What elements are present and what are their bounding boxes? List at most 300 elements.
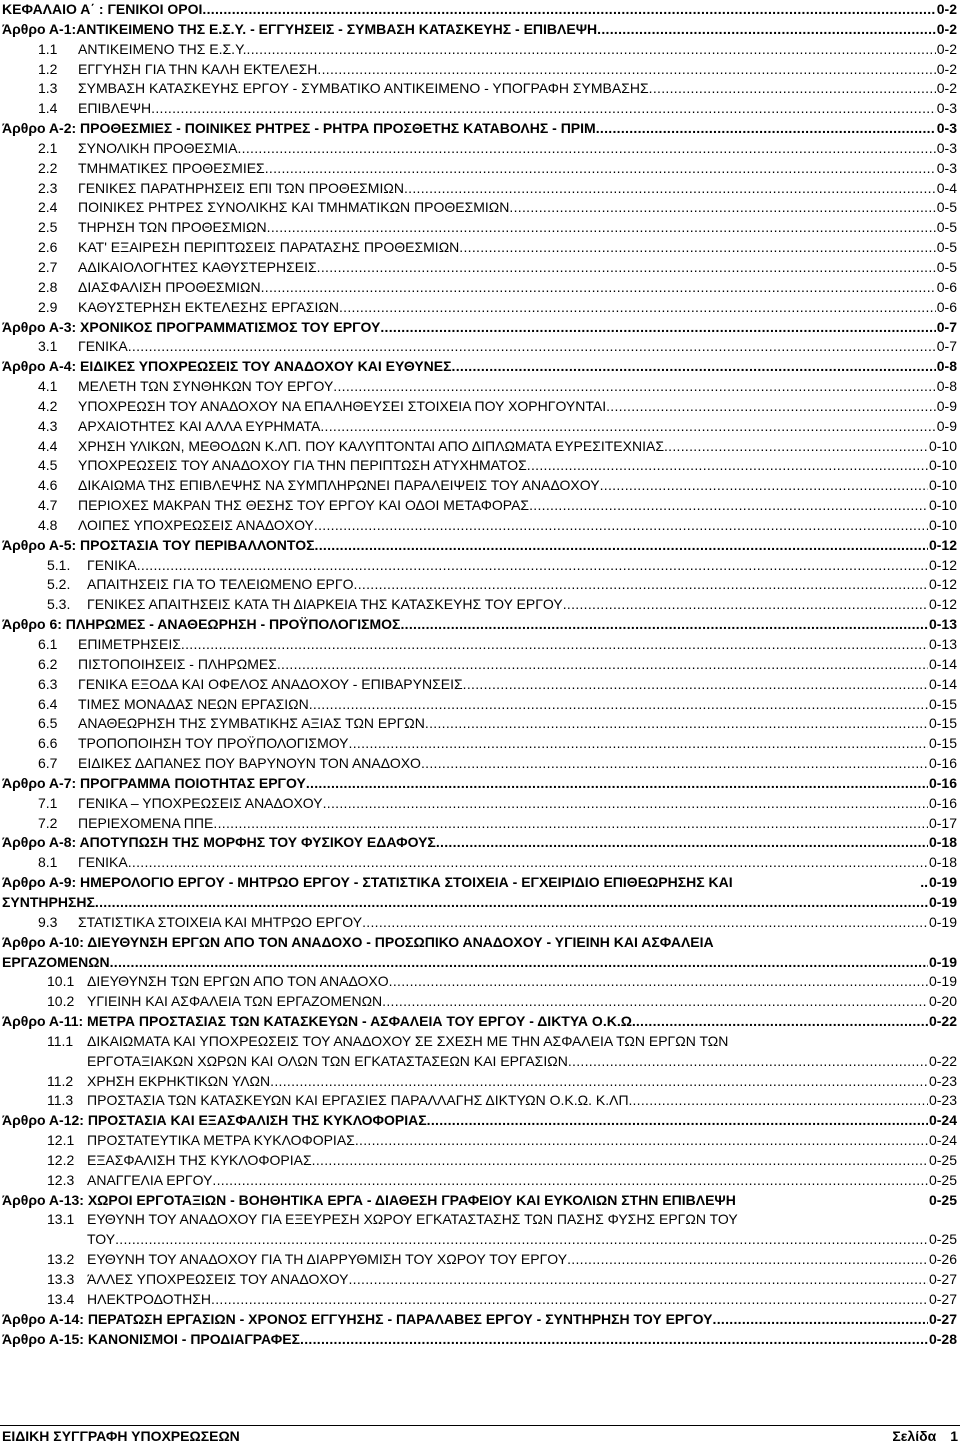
dot-leader bbox=[95, 893, 928, 913]
toc-section-entry[interactable] bbox=[2, 99, 957, 119]
toc-entry-title: ΧΡΗΣΗ ΥΛΙΚΩΝ, ΜΕΘΟΔΩΝ Κ.ΛΠ. ΠΟΥ ΚΑΛΥΠΤΟΝΤΑΙ ΑΠΟ ΔΙΠΛΩΜΑΤΑ ΕΥΡΕΣΙΤΕΧΝΙΑΣ bbox=[78, 437, 664, 454]
toc-section-entry[interactable] bbox=[2, 595, 957, 615]
toc-article-entry[interactable] bbox=[2, 933, 957, 953]
toc-entry-title: ΚΕΦΑΛΑΙΟ Α΄ : ΓΕΝΙΚΟΙ ΟΡΟΙ bbox=[2, 1, 203, 17]
toc-section-number: 2.9 bbox=[38, 298, 58, 315]
toc-entry-title: ΑΝΑΓΓΕΛΙΑ ΕΡΓΟΥ bbox=[87, 1171, 213, 1188]
toc-entry-title: Άρθρο Α-4: ΕΙΔΙΚΕΣ ΥΠΟΧΡΕΩΣΕΙΣ ΤΟΥ ΑΝΑΔΟΧΟΥ ΚΑΙ ΕΥΘΥΝΕΣ bbox=[2, 358, 452, 375]
dot-leader bbox=[380, 318, 935, 338]
toc-section-number: 11.2 bbox=[47, 1072, 74, 1089]
toc-page-number: 0-24 bbox=[928, 1132, 957, 1149]
dot-leader bbox=[606, 397, 936, 417]
toc-entry-title: ΑΡΧΑΙΟΤΗΤΕΣ ΚΑΙ ΑΛΛΑ ΕΥΡΗΜΑΤΑ bbox=[78, 417, 321, 434]
toc-page-number: 0-22 bbox=[928, 1013, 957, 1030]
toc-section-number: 5.3. bbox=[47, 596, 71, 613]
toc-entry-title: ΓΕΝΙΚΑ bbox=[78, 854, 128, 871]
toc-section-number: 7.1 bbox=[38, 794, 58, 811]
dot-leader bbox=[649, 79, 936, 99]
dot-leader bbox=[115, 1230, 928, 1250]
toc-section-entry[interactable] bbox=[2, 1052, 957, 1072]
dot-leader bbox=[211, 1290, 928, 1310]
toc-page-number: 0-3 bbox=[936, 100, 957, 117]
dot-leader bbox=[400, 615, 928, 635]
toc-article-entry[interactable] bbox=[2, 615, 957, 635]
toc-article-entry[interactable] bbox=[2, 0, 957, 20]
toc-entry-title: ΕΙΔΙΚΕΣ ΔΑΠΑΝΕΣ ΠΟΥ ΒΑΡΥΝΟΥΝ ΤΟΝ ΑΝΑΔΟΧΟ bbox=[78, 755, 421, 772]
toc-section-number: 2.8 bbox=[38, 278, 58, 295]
toc-entry-title: ΠΟΙΝΙΚΕΣ ΡΗΤΡΕΣ ΣΥΝΟΛΙΚΗΣ ΚΑΙ ΤΜΗΜΑΤΙΚΩΝ ΠΡΟΘΕΣΜΙΩΝ bbox=[78, 199, 510, 216]
toc-section-number: 11.3 bbox=[47, 1092, 74, 1109]
dot-leader bbox=[529, 496, 928, 516]
toc-section-number: 2.7 bbox=[38, 258, 58, 275]
toc-entry-title: ΤΙΜΕΣ ΜΟΝΑΔΑΣ ΝΕΩΝ ΕΡΓΑΣΙΩΝ bbox=[78, 695, 309, 712]
toc-entry-title: ΥΓΙΕΙΝΗ ΚΑΙ ΑΣΦΑΛΕΙΑ ΤΩΝ ΕΡΓΑΖΟΜΕΝΩΝ bbox=[87, 993, 383, 1010]
toc-entry-title: ΓΕΝΙΚΕΣ ΠΑΡΑΤΗΡΗΣΕΙΣ ΕΠΙ ΤΩΝ ΠΡΟΘΕΣΜΙΩΝ bbox=[78, 179, 404, 196]
dot-leader bbox=[597, 20, 936, 40]
toc-section-number: 2.1 bbox=[38, 139, 58, 156]
dot-leader bbox=[509, 198, 935, 218]
toc-section-entry[interactable] bbox=[2, 238, 957, 258]
toc-page-number: 0-12 bbox=[928, 556, 957, 573]
toc-page-number: 0-19 bbox=[928, 913, 957, 930]
dot-leader bbox=[427, 1111, 928, 1131]
toc-article-entry[interactable] bbox=[2, 953, 957, 973]
dot-leader bbox=[237, 139, 935, 159]
toc-entry-title: Άρθρο Α-15: ΚΑΝΟΝΙΣΜΟΙ - ΠΡΟΔΙΑΓΡΑΦΕΣ bbox=[2, 1330, 301, 1347]
toc-section-number: 5.2. bbox=[47, 576, 71, 593]
toc-page-number: 0-28 bbox=[928, 1330, 957, 1347]
toc-page-number: 0-22 bbox=[928, 1052, 957, 1069]
toc-section-number: 6.6 bbox=[38, 735, 58, 752]
toc-section-entry[interactable] bbox=[2, 179, 957, 199]
toc-section-entry[interactable] bbox=[2, 1290, 957, 1310]
toc-page-number: 0-19 bbox=[928, 874, 957, 891]
toc-section-number: 11.1 bbox=[47, 1032, 74, 1049]
toc-section-entry[interactable] bbox=[2, 337, 957, 357]
table-of-contents bbox=[2, 0, 957, 1349]
dot-leader bbox=[213, 814, 928, 834]
toc-entry-title: ΑΝΤΙΚΕΙΜΕΝΟ ΤΗΣ Ε.Σ.Υ. bbox=[78, 40, 247, 57]
toc-section-number: 10.2 bbox=[47, 993, 75, 1010]
toc-article-entry[interactable] bbox=[2, 774, 957, 794]
toc-section-number: 4.2 bbox=[38, 397, 58, 414]
toc-section-number: 4.3 bbox=[38, 417, 58, 434]
toc-article-entry[interactable] bbox=[2, 1191, 957, 1211]
toc-page-number: 0-14 bbox=[928, 675, 957, 692]
toc-section-number: 6.5 bbox=[38, 715, 58, 732]
toc-section-number: 6.2 bbox=[38, 655, 58, 672]
toc-page-number: 0-10 bbox=[928, 497, 957, 514]
toc-section-entry[interactable] bbox=[2, 397, 957, 417]
dot-leader bbox=[306, 774, 928, 794]
toc-page-number: 0-10 bbox=[928, 457, 957, 474]
toc-section-number: 13.4 bbox=[47, 1290, 75, 1307]
toc-entry-title: ΚΑΘΥΣΤΕΡΗΣΗ ΕΚΤΕΛΕΣΗΣ ΕΡΓΑΣΙΩΝ bbox=[78, 298, 339, 315]
toc-entry-title: ΣΥΜΒΑΣΗ ΚΑΤΑΣΚΕΥΗΣ ΕΡΓΟΥ - ΣΥΜΒΑΤΙΚΟ ΑΝΤΙΚΕΙΜΕΝΟ - ΥΠΟΓΡΑΦΗ ΣΥΜΒΑΣΗΣ bbox=[78, 80, 649, 97]
dot-leader: .. bbox=[920, 874, 928, 891]
toc-page-number: 0-4 bbox=[936, 179, 957, 196]
toc-entry-title: Άρθρο Α-12: ΠΡΟΣΤΑΣΙΑ ΚΑΙ ΕΞΑΣΦΑΛΙΣΗ ΤΗΣ ΚΥΚΛΟΦΟΡΙΑΣ bbox=[2, 1112, 427, 1129]
toc-page-number: 0-17 bbox=[928, 814, 957, 831]
dot-leader bbox=[362, 913, 928, 933]
toc-section-number: 6.4 bbox=[38, 695, 58, 712]
dot-leader bbox=[339, 298, 936, 318]
dot-leader bbox=[664, 437, 928, 457]
toc-section-entry[interactable] bbox=[2, 1171, 957, 1191]
dot-leader bbox=[389, 972, 928, 992]
dot-leader bbox=[349, 734, 928, 754]
toc-section-entry[interactable] bbox=[2, 1072, 957, 1092]
toc-section-entry[interactable] bbox=[2, 377, 957, 397]
toc-article-entry[interactable] bbox=[2, 1111, 957, 1131]
toc-entry-title: ΠΡΟΣΤΑΣΙΑ ΤΩΝ ΚΑΤΑΣΚΕΥΩΝ ΚΑΙ ΕΡΓΑΣΙΕΣ ΠΑΡΑΛΛΑΓΗΣ ΔΙΚΤΥΩΝ Ο.Κ.Ω. Κ.ΛΠ. bbox=[87, 1092, 633, 1109]
toc-section-number: 2.4 bbox=[38, 199, 58, 216]
toc-section-number: 6.7 bbox=[38, 755, 58, 772]
toc-section-entry[interactable] bbox=[2, 437, 957, 457]
toc-page-number: 0-27 bbox=[928, 1310, 957, 1327]
toc-section-entry[interactable] bbox=[2, 655, 957, 675]
toc-section-entry[interactable] bbox=[2, 635, 957, 655]
toc-section-number: 8.1 bbox=[38, 854, 58, 871]
toc-section-entry[interactable] bbox=[2, 79, 957, 99]
toc-section-number: 4.1 bbox=[38, 378, 58, 395]
toc-entry-title: ΕΥΘΥΝΗ ΤΟΥ ΑΝΑΔΟΧΟΥ ΓΙΑ ΕΞΕΥΡΕΣΗ ΧΩΡΟΥ ΕΓΚΑΤΑΣΤΑΣΗΣ ΤΩΝ ΠΑΣΗΣ ΦΥΣΗΣ ΕΡΓΩΝ ΤΟΥ bbox=[87, 1211, 738, 1228]
dot-leader bbox=[314, 516, 928, 536]
toc-page-number: 0-23 bbox=[928, 1072, 957, 1089]
toc-section-entry[interactable] bbox=[2, 992, 957, 1012]
toc-section-entry[interactable] bbox=[2, 1151, 957, 1171]
toc-entry-title: ΤΟΥ bbox=[87, 1231, 116, 1248]
toc-section-entry[interactable] bbox=[2, 734, 957, 754]
toc-page-number: 0-12 bbox=[928, 536, 957, 553]
toc-entry-title: ΕΥΘΥΝΗ ΤΟΥ ΑΝΑΔΟΧΟΥ ΓΙΑ ΤΗ ΔΙΑΡΡΥΘΜΙΣΗ ΤΟΥ ΧΩΡΟΥ ΤΟΥ ΕΡΓΟΥ bbox=[87, 1251, 568, 1268]
toc-section-number: 13.3 bbox=[47, 1271, 75, 1287]
toc-section-number: 1.4 bbox=[38, 100, 58, 117]
toc-entry-title: ΑΔΙΚΑΙΟΛΟΓΗΤΕΣ ΚΑΘΥΣΤΕΡΗΣΕΙΣ bbox=[78, 258, 317, 275]
dot-leader bbox=[348, 1270, 928, 1290]
toc-page-number: 0-10 bbox=[928, 516, 957, 533]
toc-page-number: 0-10 bbox=[928, 477, 957, 494]
dot-leader bbox=[277, 655, 928, 675]
toc-page-number: 0-12 bbox=[928, 596, 957, 613]
footer-page-number: 1 bbox=[950, 1428, 958, 1444]
dot-leader bbox=[333, 377, 935, 397]
toc-page-number: 0-3 bbox=[936, 120, 957, 137]
toc-section-number: 4.7 bbox=[38, 497, 58, 514]
dot-leader bbox=[527, 456, 928, 476]
dot-leader bbox=[267, 218, 936, 238]
toc-entry-title: Άρθρο Α-3: ΧΡΟΝΙΚΟΣ ΠΡΟΓΡΑΜΜΑΤΙΣΜΟΣ ΤΟΥ ΕΡΓΟΥ bbox=[2, 318, 381, 335]
toc-page-number: 0-7 bbox=[936, 338, 957, 355]
toc-section-number: 6.3 bbox=[38, 675, 58, 692]
toc-entry-title: ΚΑΤ' ΕΞΑΙΡΕΣΗ ΠΕΡΙΠΤΩΣΕΙΣ ΠΑΡΑΤΑΣΗΣ ΠΡΟΘΕΣΜΙΩΝ bbox=[78, 239, 460, 256]
toc-section-entry[interactable] bbox=[2, 1210, 957, 1230]
toc-page-number: 0-3 bbox=[936, 159, 957, 176]
toc-page-number: 0-27 bbox=[928, 1271, 957, 1287]
toc-page-number: 0-5 bbox=[936, 258, 957, 275]
toc-page-number: 0-16 bbox=[928, 794, 957, 811]
toc-section-entry[interactable] bbox=[2, 972, 957, 992]
toc-page-number: 0-25 bbox=[928, 1151, 957, 1168]
toc-section-entry[interactable] bbox=[2, 417, 957, 437]
toc-section-number: 13.2 bbox=[47, 1251, 75, 1268]
dot-leader bbox=[463, 675, 928, 695]
toc-section-number: 3.1 bbox=[38, 338, 58, 355]
toc-entry-title: ΑΝΑΘΕΩΡΗΣΗ ΤΗΣ ΣΥΜΒΑΤΙΚΗΣ ΑΞΙΑΣ ΤΩΝ ΕΡΓΩΝ bbox=[78, 715, 425, 732]
toc-article-entry[interactable] bbox=[2, 873, 957, 893]
toc-section-number: 2.2 bbox=[38, 159, 58, 176]
toc-section-number: 12.1 bbox=[47, 1132, 75, 1149]
toc-section-number: 2.6 bbox=[38, 239, 58, 256]
toc-entry-title: ΠΙΣΤΟΠΟΙΗΣΕΙΣ - ΠΛΗΡΩΜΕΣ bbox=[78, 655, 277, 672]
toc-section-entry[interactable] bbox=[2, 496, 957, 516]
toc-entry-title: Άρθρο Α-1:ΑΝΤΙΚΕΙΜΕΝΟ ΤΗΣ Ε.Σ.Υ. - ΕΓΓΥΗΣΕΙΣ - ΣΥΜΒΑΣΗ ΚΑΤΑΣΚΕΥΗΣ - ΕΠΙΒΛΕΨΗ bbox=[2, 20, 598, 37]
dot-leader bbox=[600, 476, 928, 496]
toc-entry-title: ΔΙΚΑΙΩΜΑ ΤΗΣ ΕΠΙΒΛΕΨΗΣ ΝΑ ΣΥΜΠΛΗΡΩΝΕΙ ΠΑΡΑΛΕΙΨΕΙΣ ΤΟΥ ΑΝΑΔΟΧΟΥ bbox=[78, 477, 600, 494]
toc-page-number: 0-9 bbox=[936, 397, 957, 414]
dot-leader bbox=[425, 714, 928, 734]
dot-leader bbox=[382, 992, 928, 1012]
toc-entry-title: Άρθρο Α-2: ΠΡΟΘΕΣΜΙΕΣ - ΠΟΙΝΙΚΕΣ ΡΗΤΡΕΣ - ΡΗΤΡΑ ΠΡΟΣΘΕΤΗΣ ΚΑΤΑΒΟΛΗΣ - ΠΡΙΜ bbox=[2, 120, 596, 137]
toc-page-number: 0-6 bbox=[936, 298, 957, 315]
dot-leader bbox=[355, 1131, 928, 1151]
toc-page-number: 0-8 bbox=[936, 358, 957, 375]
toc-section-entry[interactable] bbox=[2, 1131, 957, 1151]
toc-section-entry[interactable] bbox=[2, 218, 957, 238]
toc-entry-title: ΔΙΕΥΘΥΝΣΗ ΤΩΝ ΕΡΓΩΝ ΑΠΟ ΤΟΝ ΑΝΑΔΟΧΟ bbox=[87, 973, 389, 990]
toc-page-number: 0-2 bbox=[936, 1, 957, 17]
toc-page-number: 0-27 bbox=[928, 1290, 957, 1307]
toc-page-number: 0-10 bbox=[928, 437, 957, 454]
toc-entry-title: Άρθρο Α-10: ΔΙΕΥΘΥΝΣΗ ΕΡΓΩΝ ΑΠΟ ΤΟΝ ΑΝΑΔΟΧΟ - ΠΡΟΣΩΠΙΚΟ ΑΝΑΔΟΧΟΥ - ΥΓΙΕΙΝΗ ΚΑΙ ΑΣΦΑΛΕΙΑ bbox=[2, 933, 714, 950]
toc-entry-title: ΤΜΗΜΑΤΙΚΕΣ ΠΡΟΘΕΣΜΙΕΣ bbox=[78, 159, 265, 176]
toc-section-entry[interactable] bbox=[2, 60, 957, 80]
toc-section-entry[interactable] bbox=[2, 814, 957, 834]
page-footer bbox=[2, 1428, 958, 1444]
dot-leader bbox=[436, 833, 928, 853]
toc-entry-title: ΓΕΝΙΚΑ ΕΞΟΔΑ ΚΑΙ ΟΦΕΛΟΣ ΑΝΑΔΟΧΟΥ - ΕΠΙΒΑΡΥΝΣΕΙΣ bbox=[78, 675, 463, 692]
toc-page-number: 0-18 bbox=[928, 854, 957, 871]
toc-article-entry[interactable] bbox=[2, 1012, 957, 1032]
toc-article-entry[interactable] bbox=[2, 318, 957, 338]
toc-entry-title: ΓΕΝΙΚΕΣ ΑΠΑΙΤΗΣΕΙΣ ΚΑΤΑ ΤΗ ΔΙΑΡΚΕΙΑ ΤΗΣ ΚΑΤΑΣΚΕΥΗΣ ΤΟΥ ΕΡΓΟΥ bbox=[87, 596, 563, 613]
dot-leader bbox=[317, 258, 936, 278]
footer-page-label: Σελίδα bbox=[892, 1428, 937, 1444]
toc-section-number: 12.2 bbox=[47, 1151, 75, 1168]
toc-page-number: 0-2 bbox=[936, 20, 957, 37]
toc-section-entry[interactable] bbox=[2, 258, 957, 278]
dot-leader bbox=[212, 1171, 928, 1191]
toc-section-entry[interactable] bbox=[2, 516, 957, 536]
toc-entry-title: ΥΠΟΧΡΕΩΣΗ ΤΟΥ ΑΝΑΔΟΧΟΥ ΝΑ ΕΠΑΛΗΘΕΥΣΕΙ ΣΤΟΙΧΕΙΑ ΠΟΥ ΧΟΡΗΓΟΥΝΤΑΙ bbox=[78, 397, 607, 414]
dot-leader bbox=[309, 695, 928, 715]
toc-article-entry[interactable] bbox=[2, 1310, 957, 1330]
toc-section-entry[interactable] bbox=[2, 913, 957, 933]
toc-section-number: 1.2 bbox=[38, 60, 58, 77]
toc-entry-title: Άρθρο Α-7: ΠΡΟΓΡΑΜΜΑ ΠΟΙΟΤΗΤΑΣ ΕΡΓΟΥ bbox=[2, 774, 306, 791]
toc-entry-title: Άρθρο 6: ΠΛΗΡΩΜΕΣ - ΑΝΑΘΕΩΡΗΣΗ - ΠΡΟΫΠΟΛΟΓΙΣΜΟΣ bbox=[2, 616, 401, 633]
toc-article-entry[interactable] bbox=[2, 119, 957, 139]
toc-entry-title: ΕΞΑΣΦΑΛΙΣΗ ΤΗΣ ΚΥΚΛΟΦΟΡΙΑΣ bbox=[87, 1151, 312, 1168]
dot-leader bbox=[320, 417, 935, 437]
toc-entry-title: ΣΤΑΤΙΣΤΙΚΑ ΣΤΟΙΧΕΙΑ ΚΑΙ ΜΗΤΡΩΟ ΕΡΓΟΥ bbox=[78, 913, 363, 930]
dot-leader bbox=[421, 754, 928, 774]
toc-entry-title: ΕΠΙΒΛΕΨΗ bbox=[78, 100, 152, 117]
toc-entry-title: ΔΙΑΣΦΑΛΙΣΗ ΠΡΟΘΕΣΜΙΩΝ bbox=[78, 278, 261, 295]
toc-section-entry[interactable] bbox=[2, 159, 957, 179]
dot-leader bbox=[181, 635, 928, 655]
toc-article-entry[interactable] bbox=[2, 833, 957, 853]
toc-page-number: 0-12 bbox=[928, 576, 957, 593]
dot-leader bbox=[452, 357, 936, 377]
toc-section-entry[interactable] bbox=[2, 198, 957, 218]
toc-page-number: 0-19 bbox=[928, 953, 957, 970]
toc-entry-title: ΕΡΓΟΤΑΞΙΑΚΩΝ ΧΩΡΩΝ ΚΑΙ ΟΛΩΝ ΤΩΝ ΕΓΚΑΤΑΣΤΑΣΕΩΝ ΚΑΙ ΕΡΓΑΣΙΩΝ bbox=[87, 1052, 568, 1069]
toc-page-number: 0-9 bbox=[936, 417, 957, 434]
toc-article-entry[interactable] bbox=[2, 20, 957, 40]
toc-page-number: 0-7 bbox=[936, 318, 957, 335]
toc-entry-title: ΑΠΑΙΤΗΣΕΙΣ ΓΙΑ ΤΟ ΤΕΛΕΙΩΜΕΝΟ ΕΡΓΟ bbox=[87, 576, 354, 593]
dot-leader bbox=[354, 575, 928, 595]
toc-page-number: 0-5 bbox=[936, 239, 957, 256]
toc-page-number: 0-2 bbox=[936, 40, 957, 57]
toc-entry-title: ΕΓΓΥΗΣΗ ΓΙΑ ΤΗΝ ΚΑΛΗ ΕΚΤΕΛΕΣΗ bbox=[78, 60, 318, 77]
toc-entry-title: ΤΗΡΗΣΗ ΤΩΝ ΠΡΟΘΕΣΜΙΩΝ bbox=[78, 219, 267, 236]
toc-entry-title: Άρθρο Α-11: ΜΕΤΡΑ ΠΡΟΣΤΑΣΙΑΣ ΤΩΝ ΚΑΤΑΣΚΕΥΩΝ - ΑΣΦΑΛΕΙΑ ΤΟΥ ΕΡΓΟΥ - ΔΙΚΤΥΑ Ο.Κ.Ω. bbox=[2, 1013, 636, 1030]
dot-leader bbox=[128, 337, 936, 357]
footer-rule bbox=[0, 1425, 960, 1426]
toc-section-entry[interactable] bbox=[2, 476, 957, 496]
toc-entry-title: Άρθρο Α-14: ΠΕΡΑΤΩΣΗ ΕΡΓΑΣΙΩΝ - ΧΡΟΝΟΣ ΕΓΓΥΗΣΗΣ - ΠΑΡΑΛΑΒΕΣ ΕΡΓΟΥ - ΣΥΝΤΗΡΗΣΗ ΤΟΥ ΕΡΓΟΥ bbox=[2, 1310, 713, 1327]
toc-entry-title: ΔΙΚΑΙΩΜΑΤΑ ΚΑΙ ΥΠΟΧΡΕΩΣΕΙΣ ΤΟΥ ΑΝΑΔΟΧΟΥ ΣΕ ΣΧΕΣΗ ΜΕ ΤΗΝ ΑΣΦΑΛΕΙΑ ΤΩΝ ΕΡΓΩΝ ΤΩΝ bbox=[87, 1032, 729, 1049]
dot-leader bbox=[568, 1052, 928, 1072]
toc-page-number: 0-25 bbox=[928, 1191, 957, 1208]
dot-leader bbox=[317, 60, 935, 80]
dot-leader bbox=[202, 0, 935, 20]
toc-entry-title: ΧΡΗΣΗ ΕΚΡΗΚΤΙΚΩΝ ΥΛΩΝ bbox=[87, 1072, 271, 1089]
toc-article-entry[interactable] bbox=[2, 893, 957, 913]
toc-section-entry[interactable] bbox=[2, 298, 957, 318]
toc-entry-title: Άρθρο Α-8: ΑΠΟΤΥΠΩΣΗ ΤΗΣ ΜΟΡΦΗΣ ΤΟΥ ΦΥΣΙΚΟΥ ΕΔΑΦΟΥΣ bbox=[2, 834, 436, 851]
toc-page-number: 0-2 bbox=[936, 60, 957, 77]
toc-section-number: 4.4 bbox=[38, 437, 58, 454]
dot-leader bbox=[459, 238, 935, 258]
toc-entry-title: ΓΕΝΙΚΑ bbox=[78, 338, 128, 355]
toc-article-entry[interactable] bbox=[2, 1330, 957, 1350]
toc-page-number: 0-3 bbox=[936, 139, 957, 156]
toc-section-number: 7.2 bbox=[38, 814, 58, 831]
toc-page-number: 0-16 bbox=[928, 774, 957, 791]
toc-section-number: 9.3 bbox=[38, 913, 58, 930]
footer-document-title: ΕΙΔΙΚΗ ΣΥΓΓΡΑΦΗ ΥΠΟΧΡΕΩΣΕΩΝ bbox=[2, 1428, 240, 1444]
toc-section-entry[interactable] bbox=[2, 278, 957, 298]
toc-section-number: 5.1. bbox=[47, 556, 71, 573]
toc-entry-title: ΥΠΟΧΡΕΩΣΕΙΣ ΤΟΥ ΑΝΑΔΟΧΟΥ ΓΙΑ ΤΗΝ ΠΕΡΙΠΤΩΣΗ ΑΤΥΧΗΜΑΤΟΣ bbox=[78, 457, 527, 474]
toc-entry-title: Άρθρο Α-5: ΠΡΟΣΤΑΣΙΑ ΤΟΥ ΠΕΡΙΒΑΛΛΟΝΤΟΣ bbox=[2, 536, 315, 553]
dot-leader bbox=[300, 1330, 928, 1350]
dot-leader bbox=[265, 159, 936, 179]
toc-entry-title: ΣΥΝΟΛΙΚΗ ΠΡΟΘΕΣΜΙΑ bbox=[78, 139, 238, 156]
toc-section-number: 10.1 bbox=[47, 973, 75, 990]
toc-page-number: 0-23 bbox=[928, 1092, 957, 1109]
toc-page-number: 0-2 bbox=[936, 80, 957, 97]
toc-page-number: 0-8 bbox=[936, 378, 957, 395]
dot-leader bbox=[270, 1072, 928, 1092]
dot-leader bbox=[128, 853, 928, 873]
dot-leader bbox=[110, 953, 928, 973]
toc-section-entry[interactable] bbox=[2, 575, 957, 595]
toc-page-number: 0-19 bbox=[928, 973, 957, 990]
toc-entry-title: ΕΡΓΑΖΟΜΕΝΩΝ bbox=[2, 953, 110, 970]
toc-article-entry[interactable] bbox=[2, 536, 957, 556]
dot-leader bbox=[563, 595, 928, 615]
dot-leader bbox=[247, 40, 936, 60]
toc-section-number: 4.8 bbox=[38, 516, 58, 533]
toc-section-entry[interactable] bbox=[2, 1091, 957, 1111]
toc-section-entry[interactable] bbox=[2, 675, 957, 695]
dot-leader bbox=[137, 556, 928, 576]
dot-leader bbox=[151, 99, 936, 119]
dot-leader bbox=[596, 119, 936, 139]
toc-section-entry[interactable] bbox=[2, 556, 957, 576]
toc-section-number: 4.6 bbox=[38, 477, 58, 494]
toc-section-entry[interactable] bbox=[2, 714, 957, 734]
dot-leader bbox=[261, 278, 936, 298]
toc-page-number: 0-19 bbox=[928, 893, 957, 910]
dot-leader bbox=[636, 1012, 928, 1032]
toc-entry-title: ΠΕΡΙΕΧΟΜΕΝΑ ΠΠΕ bbox=[78, 814, 214, 831]
toc-section-entry[interactable] bbox=[2, 40, 957, 60]
toc-entry-title: ΗΛΕΚΤΡΟΔΟΤΗΣΗ bbox=[87, 1290, 211, 1307]
toc-page-number: 0-16 bbox=[928, 755, 957, 772]
toc-section-entry[interactable] bbox=[2, 456, 957, 476]
toc-page-number: 0-20 bbox=[928, 993, 957, 1010]
dot-leader bbox=[404, 179, 936, 199]
toc-page-number: 0-15 bbox=[928, 735, 957, 752]
toc-section-entry[interactable] bbox=[2, 794, 957, 814]
toc-page-number: 0-5 bbox=[936, 219, 957, 236]
dot-leader bbox=[315, 536, 928, 556]
toc-section-number: 4.5 bbox=[38, 457, 58, 474]
toc-entry-title: ΤΡΟΠΟΠΟΙΗΣΗ ΤΟΥ ΠΡΟΫΠΟΛΟΓΙΣΜΟΥ bbox=[78, 735, 349, 752]
toc-entry-title: ΆΛΛΕΣ ΥΠΟΧΡΕΩΣΕΙΣ ΤΟΥ ΑΝΑΔΟΧΟΥ bbox=[87, 1271, 349, 1287]
toc-entry-title: ΛΟΙΠΕΣ ΥΠΟΧΡΕΩΣΕΙΣ ΑΝΑΔΟΧΟΥ bbox=[78, 516, 314, 533]
toc-article-entry[interactable] bbox=[2, 357, 957, 377]
footer-page-indicator bbox=[892, 1428, 958, 1444]
toc-page-number: 0-25 bbox=[928, 1231, 957, 1248]
toc-section-entry[interactable] bbox=[2, 1230, 957, 1250]
toc-section-entry[interactable] bbox=[2, 853, 957, 873]
toc-section-entry[interactable] bbox=[2, 139, 957, 159]
toc-entry-title: ΓΕΝΙΚΑ – ΥΠΟΧΡΕΩΣΕΙΣ ΑΝΑΔΟΧΟΥ bbox=[78, 794, 323, 811]
toc-entry-title: Άρθρο Α-9: ΗΜΕΡΟΛΟΓΙΟ ΕΡΓΟΥ - ΜΗΤΡΩΟ ΕΡΓΟΥ - ΣΤΑΤΙΣΤΙΚΑ ΣΤΟΙΧΕΙΑ - ΕΓΧΕΙΡΙΔΙΟ ΕΠΙΘΕΩΡΗΣΗΣ ΚΑΙ bbox=[2, 874, 733, 891]
toc-entry-title: ΕΠΙΜΕΤΡΗΣΕΙΣ bbox=[78, 636, 181, 652]
dot-leader bbox=[632, 1091, 928, 1111]
toc-section-entry[interactable] bbox=[2, 1250, 957, 1270]
toc-entry-title: ΠΕΡΙΟΧΕΣ ΜΑΚΡΑΝ ΤΗΣ ΘΕΣΗΣ ΤΟΥ ΕΡΓΟΥ ΚΑΙ ΟΔΟΙ ΜΕΤΑΦΟΡΑΣ bbox=[78, 497, 530, 514]
toc-section-entry[interactable] bbox=[2, 754, 957, 774]
toc-section-entry[interactable] bbox=[2, 1270, 957, 1290]
toc-page-number: 0-15 bbox=[928, 695, 957, 712]
toc-section-entry[interactable] bbox=[2, 1032, 957, 1052]
toc-section-number: 2.5 bbox=[38, 219, 58, 236]
toc-section-entry[interactable] bbox=[2, 695, 957, 715]
toc-page-number: 0-18 bbox=[928, 834, 957, 851]
toc-section-number: 2.3 bbox=[38, 179, 58, 196]
toc-entry-title: ΣΥΝΤΗΡΗΣΗΣ bbox=[2, 893, 95, 910]
toc-section-number: 6.1 bbox=[38, 636, 58, 652]
toc-entry-title: ΠΡΟΣΤΑΤΕΥΤΙΚΑ ΜΕΤΡΑ ΚΥΚΛΟΦΟΡΙΑΣ bbox=[87, 1132, 355, 1149]
